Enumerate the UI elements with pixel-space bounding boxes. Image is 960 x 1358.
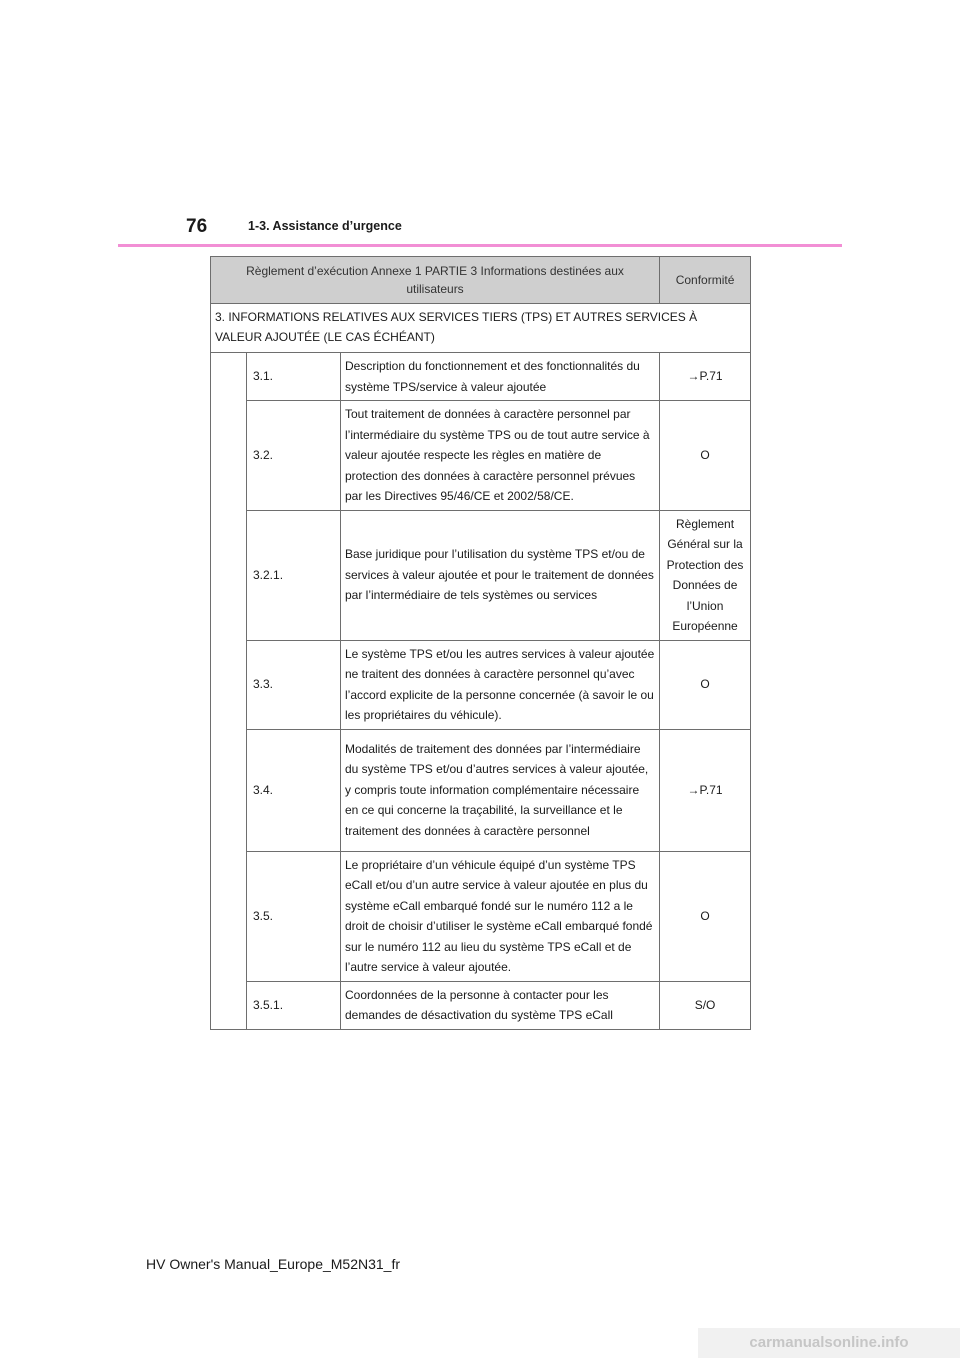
row-description: Description du fonctionnement et des fonctionnalités du système TPS/service à valeur ajoutée <box>341 353 660 401</box>
row-code: 3.3. <box>247 640 341 729</box>
header-conformity: Conformité <box>660 257 751 304</box>
section-title: 1-3. Assistance d’urgence <box>248 219 402 233</box>
section-heading-row <box>211 304 751 353</box>
row-description: Base juridique pour l’utilisation du système TPS et/ou de services à valeur ajoutée et pour le traitement de données par l’intermédiaire de tels systèmes ou services <box>341 510 660 640</box>
row-conformity: S/O <box>660 981 751 1029</box>
row-conformity: →P.71 <box>660 729 751 851</box>
table-row <box>211 729 751 851</box>
section-heading: 3. INFORMATIONS RELATIVES AUX SERVICES TIERS (TPS) ET AUTRES SERVICES À VALEUR AJOUTÉE (LE CAS ÉCHÉANT) <box>211 304 751 353</box>
row-conformity: O <box>660 640 751 729</box>
row-description: Modalités de traitement des données par l’intermédiaire du système TPS et/ou d’autres services à valeur ajoutée, y compris toute information complémentaire nécessaire en ce qui concerne la traçabilité, la surveillance et le traitement des données à caractère personnel <box>341 729 660 851</box>
table-row <box>211 851 751 981</box>
row-conformity: →P.71 <box>660 353 751 401</box>
row-description: Le propriétaire d’un véhicule équipé d’un système TPS eCall et/ou d’un autre service à valeur ajoutée en plus du système eCall embarqué fondé sur le numéro 112 a le droit de choisir d’utiliser le système eCall embarqué fondé sur le numéro 112 au lieu du système TPS eCall et de l’autre service à valeur ajoutée. <box>341 851 660 981</box>
row-code: 3.1. <box>247 353 341 401</box>
row-conformity: Règlement Général sur la Protection des Données de l’Union Européenne <box>660 510 751 640</box>
row-description: Tout traitement de données à caractère personnel par l’intermédiaire du système TPS ou de tout autre service à valeur ajoutée respecte les règles en matière de protection des données à caractère personnel prévues par les Directives 95/46/CE et 2002/58/CE. <box>341 401 660 511</box>
table-header-row <box>211 257 751 304</box>
indent-cell <box>211 353 247 1030</box>
page-number: 76 <box>186 216 208 237</box>
table-row <box>211 401 751 511</box>
row-code: 3.5.1. <box>247 981 341 1029</box>
row-code: 3.2.1. <box>247 510 341 640</box>
watermark: carmanualsonline.info <box>698 1328 960 1358</box>
header-regulation: Règlement d’exécution Annexe 1 PARTIE 3 Informations destinées aux utilisateurs <box>211 257 660 304</box>
row-description: Coordonnées de la personne à contacter pour les demandes de désactivation du système TPS eCall <box>341 981 660 1029</box>
row-code: 3.2. <box>247 401 341 511</box>
row-code: 3.5. <box>247 851 341 981</box>
row-description: Le système TPS et/ou les autres services à valeur ajoutée ne traitent des données à caractère personnel qu’avec l’accord explicite de la personne concernée (à savoir le ou les propriétaires du véhicule). <box>341 640 660 729</box>
header-divider <box>118 244 842 247</box>
table-row <box>211 640 751 729</box>
row-conformity: O <box>660 851 751 981</box>
compliance-table <box>210 256 751 1030</box>
row-code: 3.4. <box>247 729 341 851</box>
table-row <box>211 510 751 640</box>
footer-manual-id: HV Owner's Manual_Europe_M52N31_fr <box>146 1256 401 1272</box>
table-row <box>211 353 751 401</box>
row-conformity: O <box>660 401 751 511</box>
table-row <box>211 981 751 1029</box>
